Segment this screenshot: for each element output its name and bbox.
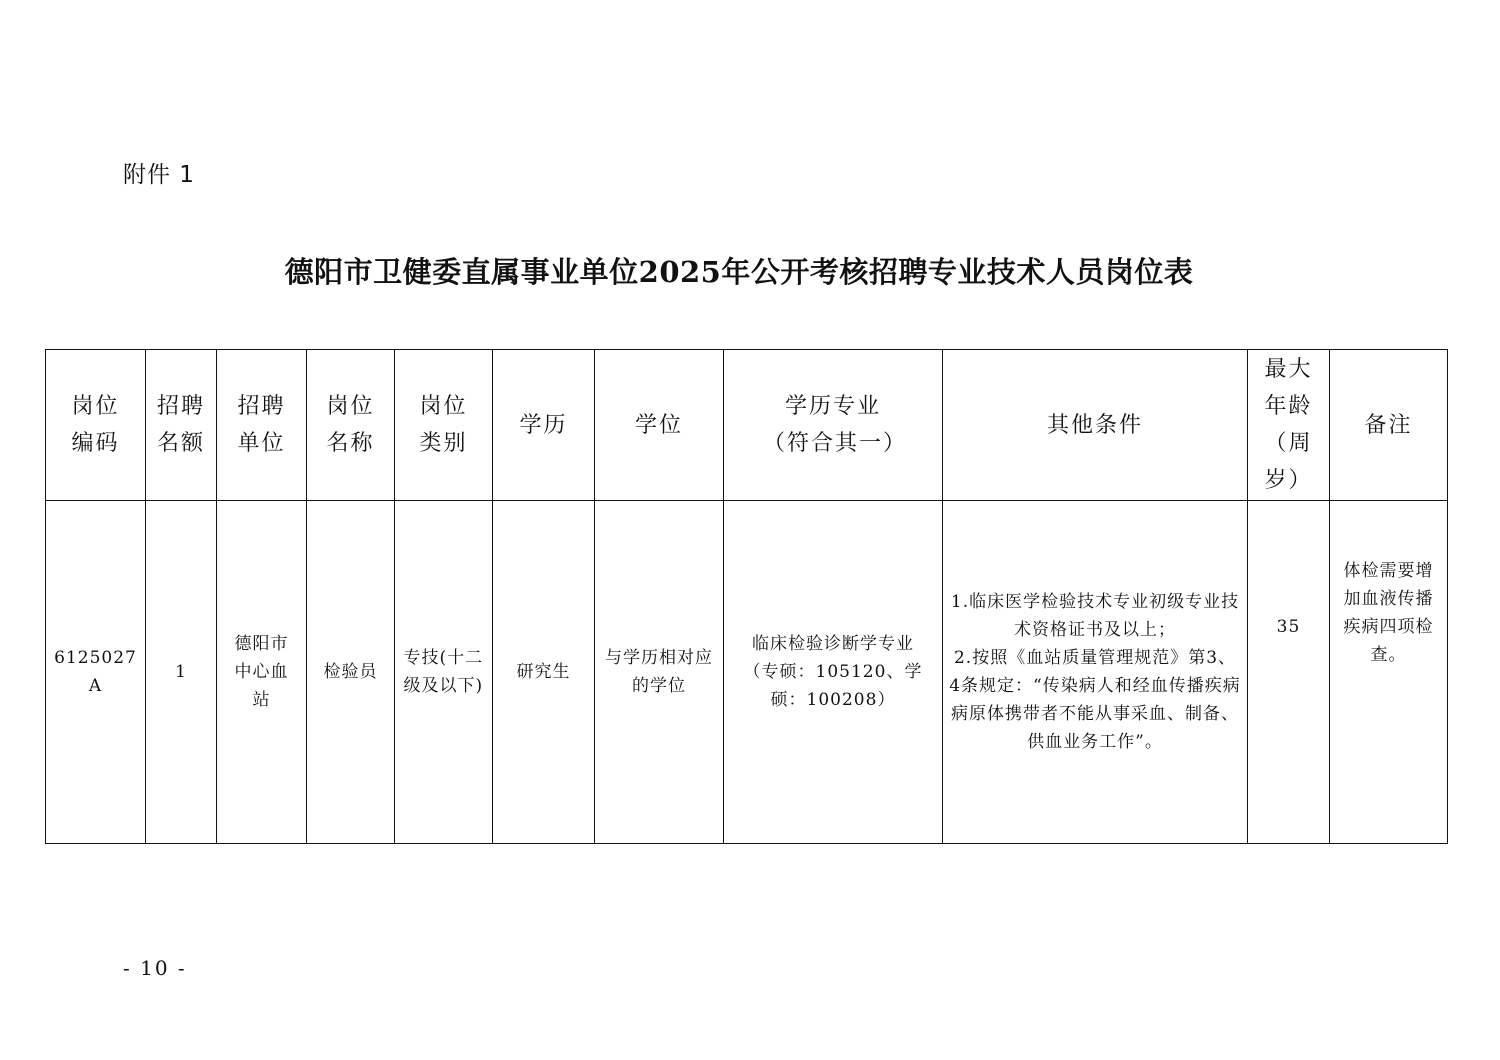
condition-item-1: 1.临床医学检验技术专业初级专业技术资格证书及以上； <box>950 592 1240 640</box>
recruitment-post-table <box>45 349 1448 844</box>
cell-other-conditions <box>943 501 1248 844</box>
cell-unit <box>217 501 307 844</box>
table-header-row <box>46 350 1448 501</box>
header-post-category <box>395 350 493 501</box>
header-post-code <box>46 350 146 501</box>
cell-unit-text: 德阳市中心血站 <box>234 634 289 710</box>
header-post-category-text: 岗位类别 <box>419 394 468 456</box>
header-degree <box>595 350 724 501</box>
header-remarks-text: 备注 <box>1364 412 1413 438</box>
cell-post-code: 6125027A <box>46 501 146 844</box>
header-unit <box>217 350 307 501</box>
cell-degree <box>595 501 724 844</box>
cell-education: 研究生 <box>493 501 595 844</box>
header-education-text: 学历 <box>519 412 568 438</box>
cell-remarks: 体检需要增加血液传播疾病四项检查。 <box>1330 501 1448 844</box>
header-post-name-text: 岗位名称 <box>326 394 375 456</box>
cell-major-text: 临床检验诊断学专业（专硕：105120、学硕：100208） <box>743 634 923 710</box>
header-post-name <box>307 350 395 501</box>
cell-post-category <box>395 501 493 844</box>
header-education <box>493 350 595 501</box>
header-major <box>724 350 943 501</box>
header-max-age <box>1248 350 1330 501</box>
cell-post-category-text: 专技(十二级及以下) <box>403 648 484 696</box>
annex-label: 附件 1 <box>123 162 195 188</box>
header-unit-text: 招聘单位 <box>237 394 286 456</box>
cell-post-name: 检验员 <box>307 501 395 844</box>
cell-degree-text: 与学历相对应的学位 <box>605 648 713 696</box>
cell-major <box>724 501 943 844</box>
header-quota-text: 招聘名额 <box>156 394 205 456</box>
condition-item-2: 2.按照《血站质量管理规范》第3、4条规定：“传染病人和经血传播疾病病原体携带者不能从事采血、制备、供血业务工作”。 <box>949 648 1241 752</box>
header-degree-text: 学位 <box>634 412 683 438</box>
header-max-age-text: 最大年龄（周岁） <box>1264 357 1313 493</box>
page-number: - 10 - <box>123 956 187 980</box>
cell-quota: 1 <box>146 501 217 844</box>
document-title: 德阳市卫健委直属事业单位2025年公开考核招聘专业技术人员岗位表 <box>284 255 1194 289</box>
header-post-code-text: 岗位编码 <box>71 394 120 456</box>
cell-max-age: 35 <box>1248 501 1330 844</box>
header-quota <box>146 350 217 501</box>
table-row <box>46 501 1448 844</box>
header-other-conditions-text: 其他条件 <box>1046 412 1143 438</box>
header-major-text: 学历专业（符合其一） <box>763 394 908 456</box>
header-remarks <box>1330 350 1448 501</box>
header-other-conditions <box>943 350 1248 501</box>
